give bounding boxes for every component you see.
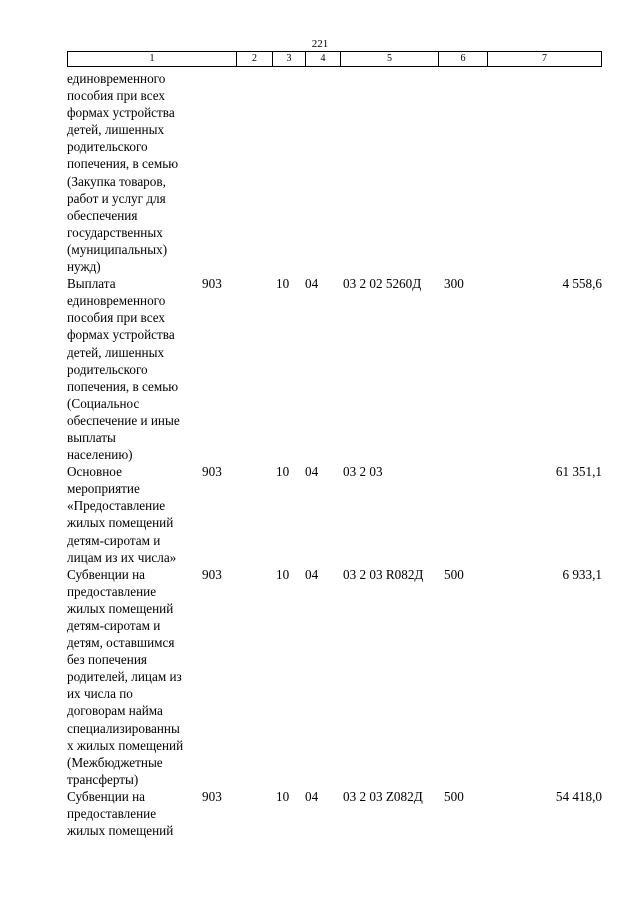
row-col-7: 61 351,1 (555, 464, 602, 480)
row-col-2: 903 (202, 464, 222, 480)
row-col-7: 54 418,0 (555, 788, 602, 804)
table-row (67, 70, 602, 275)
row-col-6: 500 (444, 566, 464, 582)
header-col-7: 7 (542, 53, 547, 64)
page-number: 221 (311, 38, 329, 50)
table-row (67, 566, 602, 788)
row-col-2: 903 (202, 566, 222, 582)
header-col-2: 2 (237, 52, 273, 66)
row-col-4: 04 (305, 566, 319, 582)
row-col-7: 6 933,1 (562, 566, 602, 582)
row-name: Основное мероприятие «Предоставление жилых помещений детям-сиротам и лицам из их числа» (67, 464, 177, 565)
row-name: Субвенции на предоставление жилых помещений детям-сиротам и детям, оставшимся без попечения родителей, лицам из их числа по договорам найма специализированны х жилых помещений (Межбюджетные трансферты) (67, 566, 184, 787)
header-col-6: 6 (439, 52, 488, 66)
table-row (67, 275, 602, 463)
row-col-3: 10 (276, 464, 290, 480)
row-col-5: 03 2 03 R082Д (343, 566, 424, 582)
row-col-6: 500 (444, 788, 464, 804)
row-col-4: 04 (305, 788, 319, 804)
row-col-5: 03 2 03 (343, 464, 383, 480)
row-col-3: 10 (276, 788, 290, 804)
header-col-5: 5 (341, 52, 439, 66)
row-col-4: 04 (305, 276, 319, 292)
row-col-3: 10 (276, 276, 290, 292)
header-col-3: 3 (273, 52, 306, 66)
row-col-6: 300 (444, 276, 464, 292)
row-col-2: 903 (202, 276, 222, 292)
header-col-1: 1 (68, 52, 237, 66)
row-name: Субвенции на предоставление жилых помещений (67, 788, 174, 839)
row-name: Выплата единовременного пособия при всех формах устройства детей, лишенных родительского попечения, в семью (Социальнос обеспечение и иные выплаты населению) (67, 276, 180, 463)
row-name: единовременного пособия при всех формах устройства детей, лишенных родительского попечения, в семью (Закупка товаров, работ и услуг для обеспечения государственных (муниципальных) нужд) (67, 71, 179, 275)
table-header (67, 51, 602, 67)
row-col-7: 4 558,6 (562, 276, 602, 292)
table-row (67, 788, 602, 839)
row-col-3: 10 (276, 566, 290, 582)
table-body (67, 70, 602, 839)
row-col-4: 04 (305, 464, 319, 480)
table-row (67, 463, 602, 566)
row-col-2: 903 (202, 788, 222, 804)
row-col-5: 03 2 02 5260Д (343, 276, 422, 292)
header-col-4: 4 (306, 52, 341, 66)
row-col-5: 03 2 03 Z082Д (343, 788, 423, 804)
